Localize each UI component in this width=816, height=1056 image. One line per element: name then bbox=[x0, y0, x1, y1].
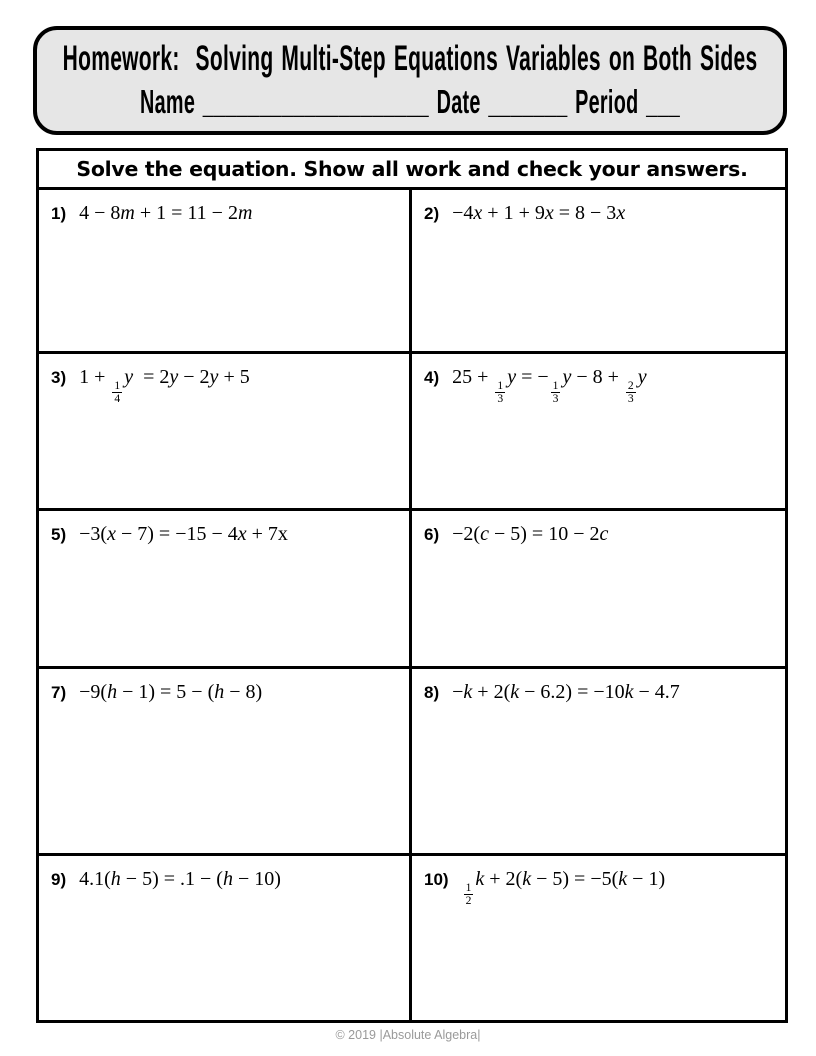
fraction: $\frac{1}{3}$ bbox=[552, 378, 559, 405]
problem-cell-1 bbox=[39, 190, 412, 351]
problems-grid bbox=[39, 190, 785, 1020]
variable: k bbox=[522, 868, 532, 890]
equation: −3(x − 7) = −15 − 4x + 7x bbox=[79, 523, 288, 545]
period-blank-line: ___ bbox=[646, 82, 681, 120]
problem-number: 5) bbox=[51, 525, 67, 544]
variable: y bbox=[124, 366, 134, 388]
fraction: $\frac{2}{3}$ bbox=[627, 378, 634, 405]
variable: x bbox=[544, 202, 554, 224]
problem-cell-7 bbox=[39, 666, 412, 853]
period-label: Period bbox=[575, 82, 639, 120]
date-blank-line: _______ bbox=[488, 82, 568, 120]
worksheet-title: Homework: Solving Multi-Step Equations Variables on Both Sides bbox=[62, 38, 758, 78]
variable: x bbox=[473, 202, 483, 224]
variable: h bbox=[107, 681, 118, 703]
problem-cell-9 bbox=[39, 853, 412, 1020]
variable: h bbox=[110, 868, 121, 890]
equation: 4.1(h − 5) = .1 − (h − 10) bbox=[79, 868, 281, 890]
date-label: Date bbox=[436, 82, 481, 120]
copyright-footer: © 2019 |Absolute Algebra| bbox=[335, 1028, 481, 1042]
variable: m bbox=[237, 202, 253, 224]
problem-number: 10) bbox=[424, 870, 449, 889]
equation: −9(h − 1) = 5 − (h − 8) bbox=[79, 681, 263, 703]
variable: y bbox=[562, 366, 572, 388]
problem-cell-2 bbox=[412, 190, 785, 351]
variable: y bbox=[169, 366, 179, 388]
problems-table bbox=[36, 148, 788, 1023]
problem-number: 8) bbox=[424, 683, 440, 702]
variable: k bbox=[475, 868, 485, 890]
fraction: $\frac{1}{3}$ bbox=[497, 378, 504, 405]
variable: x bbox=[237, 523, 247, 545]
equation: $\frac{1}{2}$ k + 2(k − 5) = −5(k − 1) bbox=[465, 868, 666, 907]
variable: y bbox=[209, 366, 219, 388]
fraction: $\frac{1}{4}$ bbox=[114, 378, 121, 405]
variable: c bbox=[599, 523, 609, 545]
problem-cell-4 bbox=[412, 351, 785, 508]
variable: k bbox=[624, 681, 634, 703]
title-line bbox=[0, 39, 816, 79]
problem-number: 1) bbox=[51, 204, 67, 223]
variable: k bbox=[618, 868, 628, 890]
header-box bbox=[33, 26, 787, 135]
variable: y bbox=[637, 366, 647, 388]
problem-number: 6) bbox=[424, 525, 440, 544]
instruction-text: Solve the equation. Show all work and check your answers. bbox=[76, 157, 748, 181]
name-label: Name bbox=[139, 82, 196, 120]
problem-number: 7) bbox=[51, 683, 67, 702]
name-blank-line: ____________________ bbox=[202, 82, 429, 120]
problem-number: 2) bbox=[424, 204, 440, 223]
equation: −4x + 1 + 9x = 8 − 3x bbox=[452, 202, 626, 224]
problem-cell-5 bbox=[39, 508, 412, 666]
problem-cell-8 bbox=[412, 666, 785, 853]
variable: k bbox=[510, 681, 520, 703]
problem-cell-6 bbox=[412, 508, 785, 666]
problem-number: 3) bbox=[51, 368, 67, 387]
variable: h bbox=[214, 681, 225, 703]
problem-number: 4) bbox=[424, 368, 440, 387]
variable: x bbox=[616, 202, 626, 224]
equation: −2(c − 5) = 10 − 2c bbox=[452, 523, 609, 545]
instruction-banner bbox=[39, 151, 785, 190]
variable: c bbox=[480, 523, 489, 545]
equation: 25 + $\frac{1}{3}$ y = − $\frac{1}{3}$ y − 8 + $\frac{2}{3}$ y bbox=[452, 366, 647, 405]
variable: x bbox=[107, 523, 116, 545]
equation: −k + 2(k − 6.2) = −10k − 4.7 bbox=[452, 681, 680, 703]
variable: h bbox=[222, 868, 233, 890]
variable: k bbox=[463, 681, 473, 703]
fraction: $\frac{1}{2}$ bbox=[465, 880, 472, 907]
variable: y bbox=[507, 366, 517, 388]
problem-cell-10 bbox=[412, 853, 785, 1020]
equation: 4 − 8m + 1 = 11 − 2m bbox=[79, 202, 253, 224]
equation: 1 + $\frac{1}{4}$ y = 2y − 2y + 5 bbox=[79, 366, 250, 405]
variable: m bbox=[120, 202, 135, 224]
name-date-period-line bbox=[0, 81, 816, 123]
problem-cell-3 bbox=[39, 351, 412, 508]
problem-number: 9) bbox=[51, 870, 67, 889]
